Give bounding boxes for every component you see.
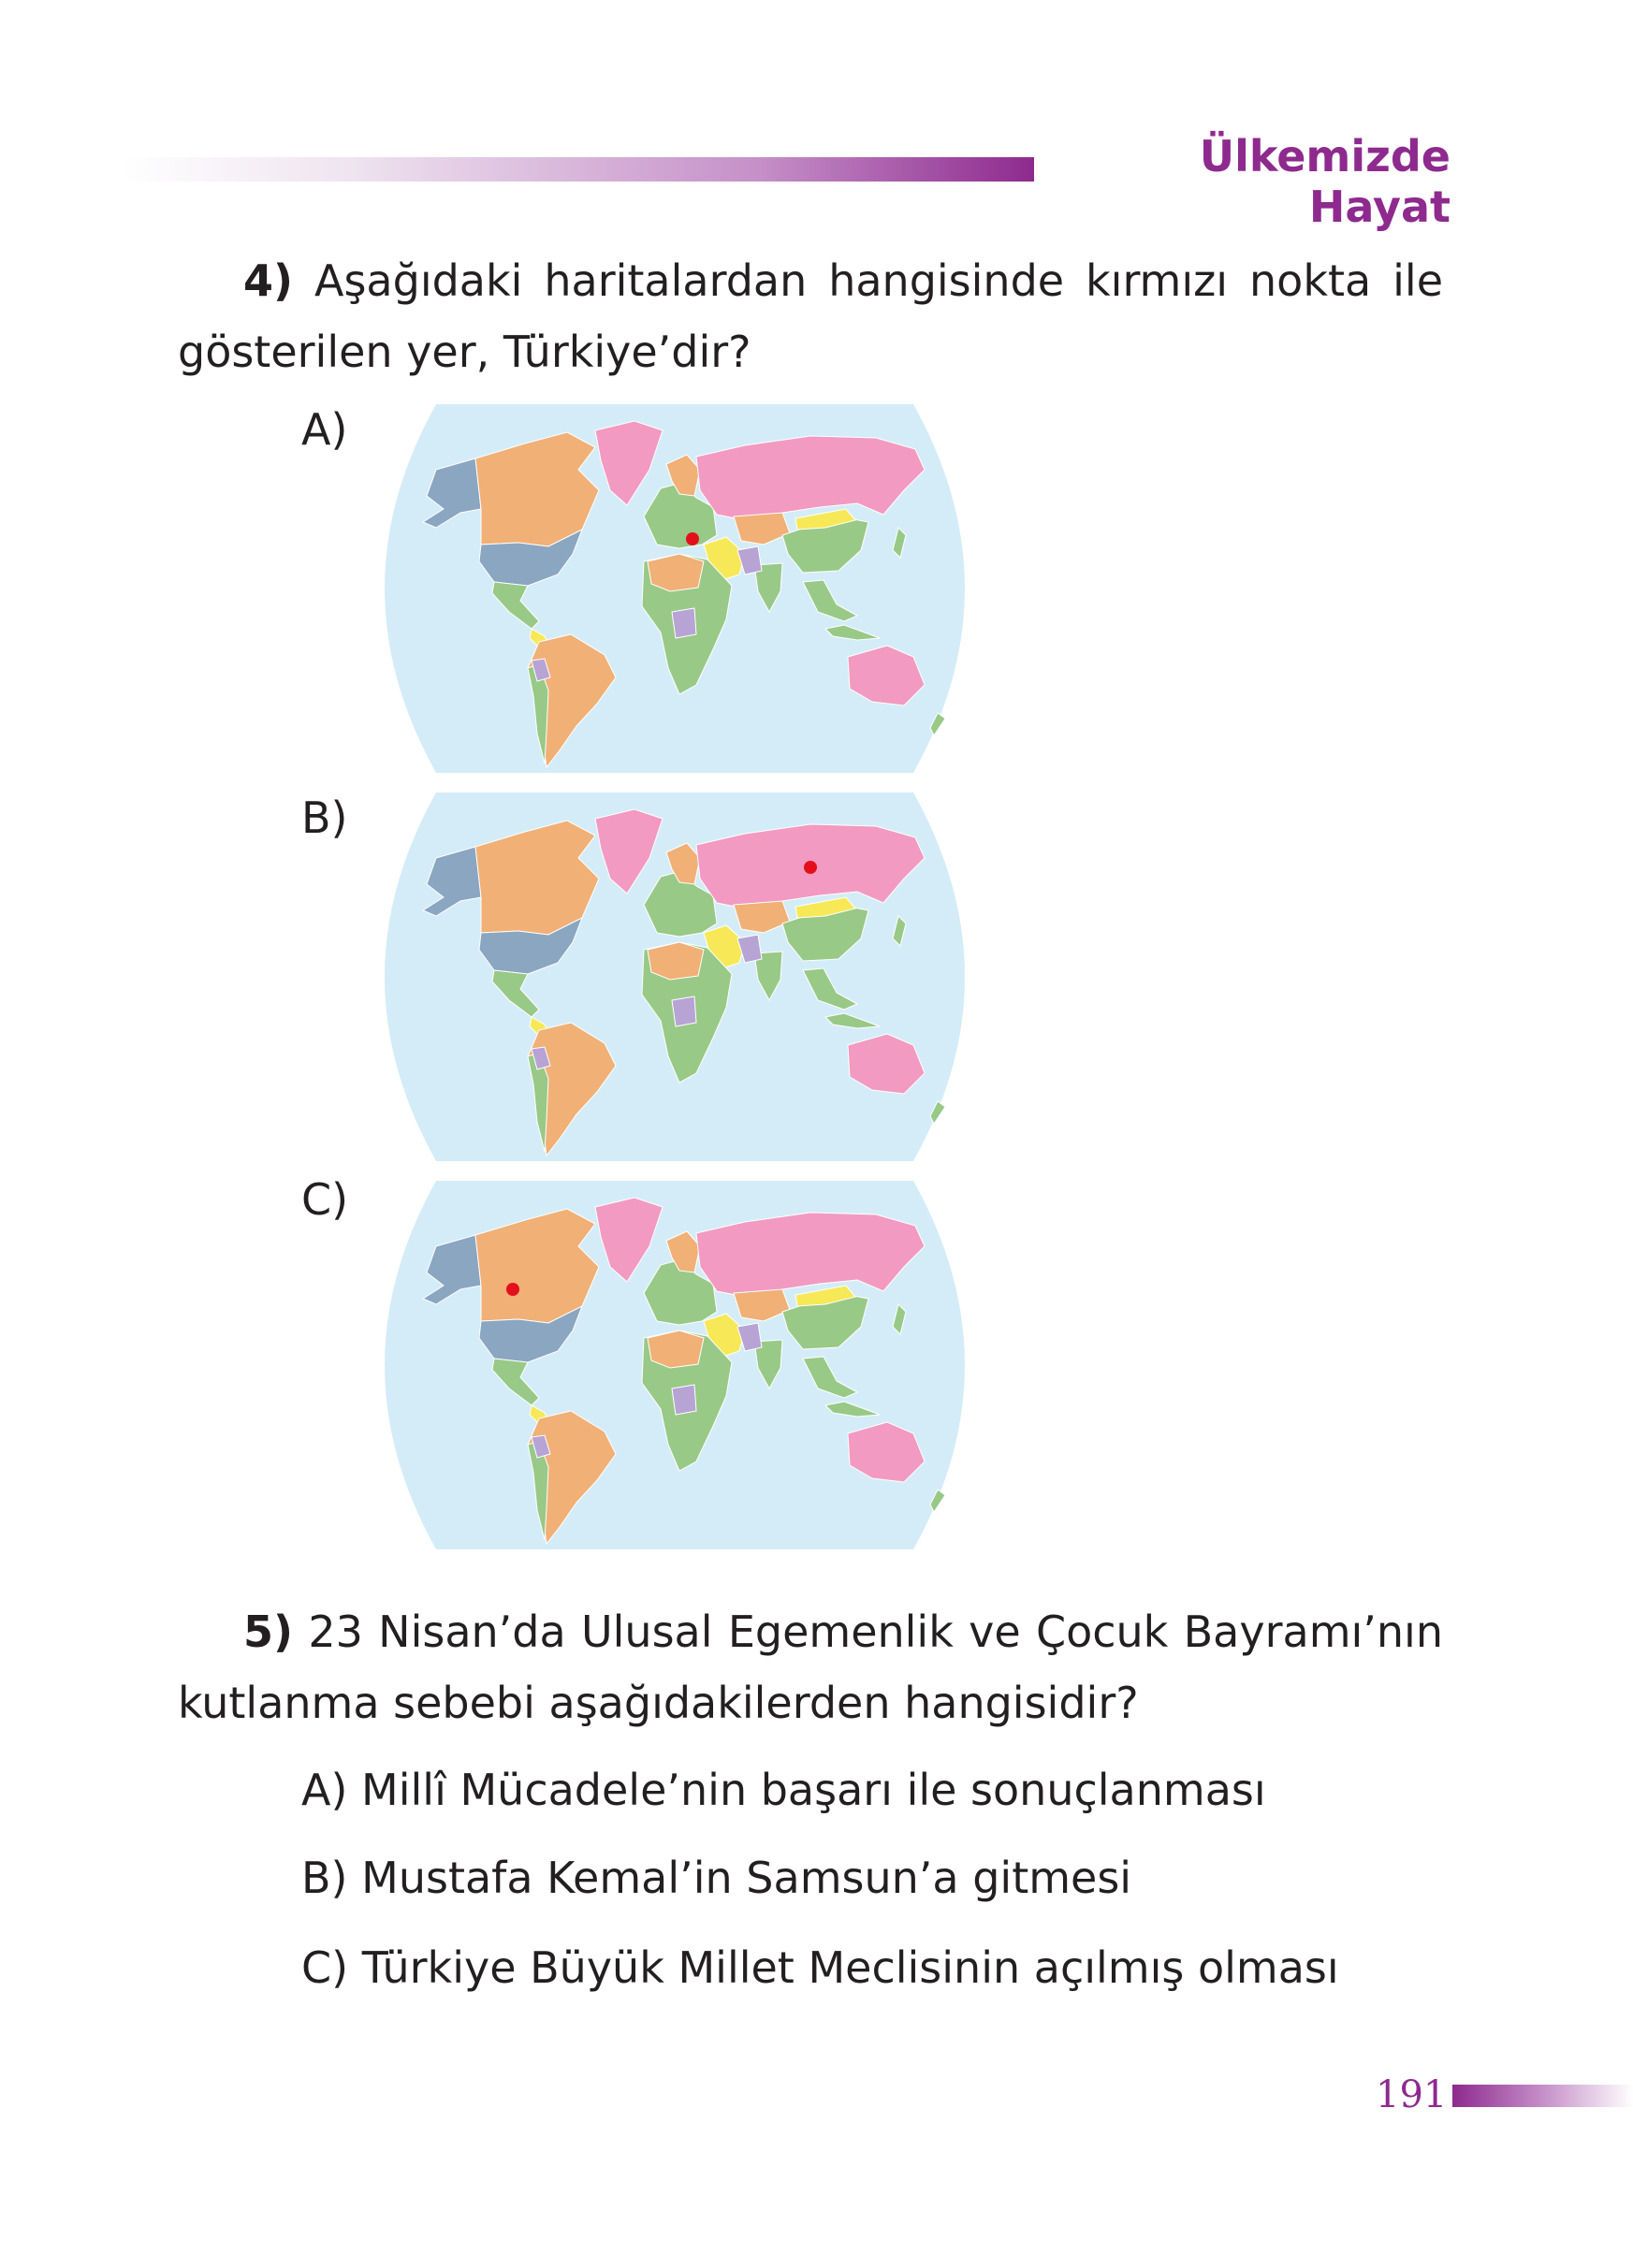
question-4-line1: Aşağıdaki haritalardan hangisinde kırmızı nokta ile	[314, 255, 1443, 306]
question-4-text	[178, 245, 1443, 387]
map-option-b-label: B)	[301, 792, 348, 843]
answer-option-c[interactable]	[301, 1942, 1339, 1993]
answer-option-a-label: A)	[301, 1765, 348, 1815]
north-africa-shape	[648, 1330, 704, 1368]
answer-option-a[interactable]	[301, 1765, 1266, 1815]
red-marker-dot	[686, 532, 699, 545]
answer-option-c-text: Türkiye Büyük Millet Meclisinin açılmış olması	[361, 1942, 1339, 1993]
question-5-number: 5)	[243, 1606, 294, 1657]
answer-option-b[interactable]	[301, 1853, 1131, 1903]
map-option-a-label: A)	[301, 404, 348, 455]
world-map-b	[371, 792, 979, 1161]
question-5-line2: kutlanma sebebi aşağıdakilerden hangisidir?	[178, 1678, 1139, 1728]
map-option-b[interactable]	[371, 792, 979, 1161]
red-marker-dot	[506, 1283, 519, 1296]
question-4-number: 4)	[243, 255, 294, 306]
north-africa-shape	[648, 942, 704, 980]
answer-option-c-label: C)	[301, 1942, 349, 1993]
world-map-c	[371, 1181, 979, 1549]
question-5-text	[178, 1596, 1443, 1738]
footer-gradient-bar	[1452, 2085, 1633, 2107]
map-option-c[interactable]	[371, 1181, 979, 1549]
page-number: 191	[1376, 2073, 1448, 2116]
world-map-a	[371, 404, 979, 773]
central-africa-shape	[672, 1385, 696, 1415]
answer-option-a-text: Millî Mücadele’nin başarı ile sonuçlanması	[361, 1765, 1266, 1815]
north-africa-shape	[648, 554, 704, 591]
answer-option-b-text: Mustafa Kemal’in Samsun’a gitmesi	[361, 1853, 1132, 1903]
question-5-line1: 23 Nisan’da Ulusal Egemenlik ve Çocuk Bayramı’nın	[308, 1606, 1443, 1657]
central-africa-shape	[672, 608, 696, 638]
header-gradient-bar	[122, 157, 1034, 182]
map-option-c-label: C)	[301, 1174, 349, 1225]
red-marker-dot	[804, 861, 817, 874]
question-4-line2: gösterilen yer, Türkiye’dir?	[178, 327, 751, 377]
map-option-a[interactable]	[371, 404, 979, 773]
answer-option-b-label: B)	[301, 1853, 348, 1903]
central-africa-shape	[672, 996, 696, 1026]
section-title: Ülkemizde Hayat	[1199, 131, 1451, 232]
